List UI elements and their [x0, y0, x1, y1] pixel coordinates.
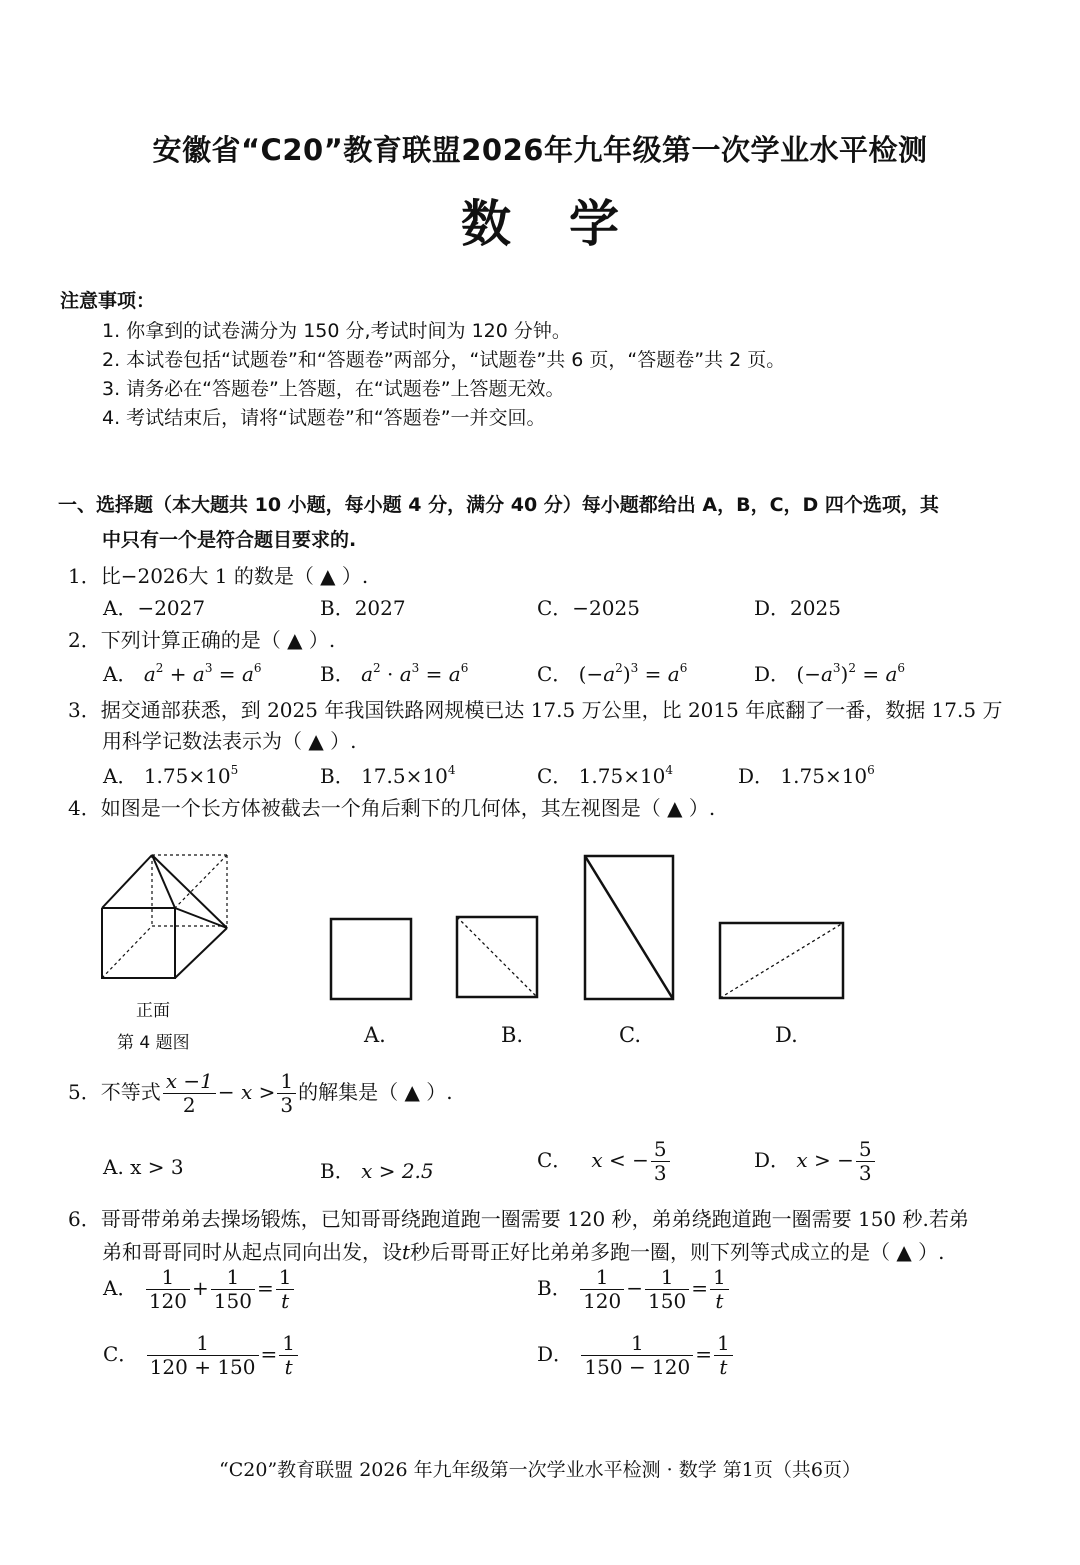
question-4-stem: 4．如图是一个长方体被截去一个角后剩下的几何体，其左视图是（ ▲ ）. [68, 796, 716, 820]
q1-option-b: B．2027 [320, 596, 406, 620]
q2-option-a: A． $a^2 + a^3 = a^6$ [103, 661, 262, 686]
choice-c-label: C. [619, 1023, 641, 1047]
q5-option-c: C． x < − $\frac{5}{3}$ [537, 1138, 672, 1185]
question-6-stem: 6．哥哥带弟弟去操场锻炼，已知哥哥绕跑道跑一圈需要 120 秒，弟弟绕跑道跑一圈需要 150 秒.若弟 [68, 1207, 969, 1231]
question-3-stem-cont: 用科学记数法表示为（ ▲ ）. [102, 729, 357, 753]
choice-a-figure [330, 918, 412, 1000]
choice-a-label: A. [364, 1023, 386, 1047]
notice-item: 3. 请务必在“答题卷”上答题，在“试题卷”上答题无效。 [102, 378, 565, 400]
q1-option-c: C．−2025 [537, 596, 640, 620]
front-label: 正面 [136, 1001, 170, 1021]
q2-option-b: B． $a^2 \cdot a^3 = a^6$ [320, 661, 469, 686]
q1-option-d: D．2025 [754, 596, 841, 620]
q6-option-b: B． $\frac{1}{120}$ − $\frac{1}{150}$ = $\frac{1}{t}$ [537, 1266, 731, 1313]
figure-caption: 第 4 题图 [117, 1033, 190, 1053]
subject-title: 数学 [461, 194, 677, 253]
choice-d-label: D. [775, 1023, 798, 1047]
question-6-stem-cont: 弟和哥哥同时从起点同向出发，设t秒后哥哥正好比弟弟多跑一圈，则下列等式成立的是（ ▲ ）. [102, 1240, 945, 1264]
q2-option-c: C． $(-a^2)^3 = a^6$ [537, 661, 688, 686]
notice-heading: 注意事项： [60, 290, 156, 312]
question-1-stem: 1．比−2026大 1 的数是（ ▲ ）. [68, 564, 369, 588]
q5-option-a: A. x > 3 [103, 1155, 184, 1179]
q3-option-a: A． $1.75\times 10^5$ [103, 763, 239, 788]
cut-cuboid-figure [95, 848, 235, 980]
choice-c-figure [584, 855, 674, 1000]
notice-item: 4. 考试结束后，请将“试题卷”和“答题卷”一并交回。 [102, 407, 546, 429]
q3-option-d: D． $1.75\times 10^6$ [738, 763, 875, 788]
exam-title: 安徽省“C20”教育联盟2026年九年级第一次学业水平检测 [152, 133, 928, 167]
q3-option-b: B． $17.5\times 10^4$ [320, 763, 456, 788]
section-heading-cont: 中只有一个是符合题目要求的. [102, 529, 357, 551]
choice-b-figure [456, 916, 538, 998]
q5-option-b: B． x > 2.5 [320, 1159, 434, 1183]
question-3-stem: 3．据交通部获悉，到 2025 年我国铁路网规模已达 17.5 万公里，比 2015 年底翻了一番，数据 17.5 万 [68, 698, 1003, 722]
notice-item: 2. 本试卷包括“试题卷”和“答题卷”两部分，“试题卷”共 6 页，“答题卷”共 2 页。 [102, 349, 786, 371]
section-heading: 一、选择题（本大题共 10 小题，每小题 4 分，满分 40 分）每小题都给出 A，B，C，D 四个选项，其 [58, 494, 939, 516]
choice-d-figure [719, 922, 844, 999]
q6-option-c: C． $\frac{1}{120 + 150}$ = $\frac{1}{t}$ [103, 1332, 300, 1379]
q3-option-c: C． $1.75\times 10^4$ [537, 763, 674, 788]
q5-option-d: D． x > − $\frac{5}{3}$ [754, 1138, 877, 1185]
q6-option-a: A． $\frac{1}{120}$ + $\frac{1}{150}$ = $\frac{1}{t}$ [103, 1266, 296, 1313]
q2-option-d: D． $(-a^3)^2 = a^6$ [754, 661, 906, 686]
q1-option-a: A．−2027 [103, 596, 206, 620]
question-5-stem: 5．不等式 $\frac{x -1}{2}$ − x > $\frac{1}{3}$ 的解集是（ ▲ ）. [68, 1069, 453, 1117]
q6-option-d: D． $\frac{1}{150 - 120}$ = $\frac{1}{t}$ [537, 1332, 735, 1379]
notice-item: 1. 你拿到的试卷满分为 150 分,考试时间为 120 分钟。 [102, 320, 571, 342]
question-2-stem: 2．下列计算正确的是（ ▲ ）. [68, 628, 336, 652]
page-footer: “C20”教育联盟 2026 年九年级第一次学业水平检测 · 数学 第1页（共6页） [219, 1459, 861, 1481]
choice-b-label: B. [501, 1023, 524, 1047]
front-face [102, 908, 175, 978]
